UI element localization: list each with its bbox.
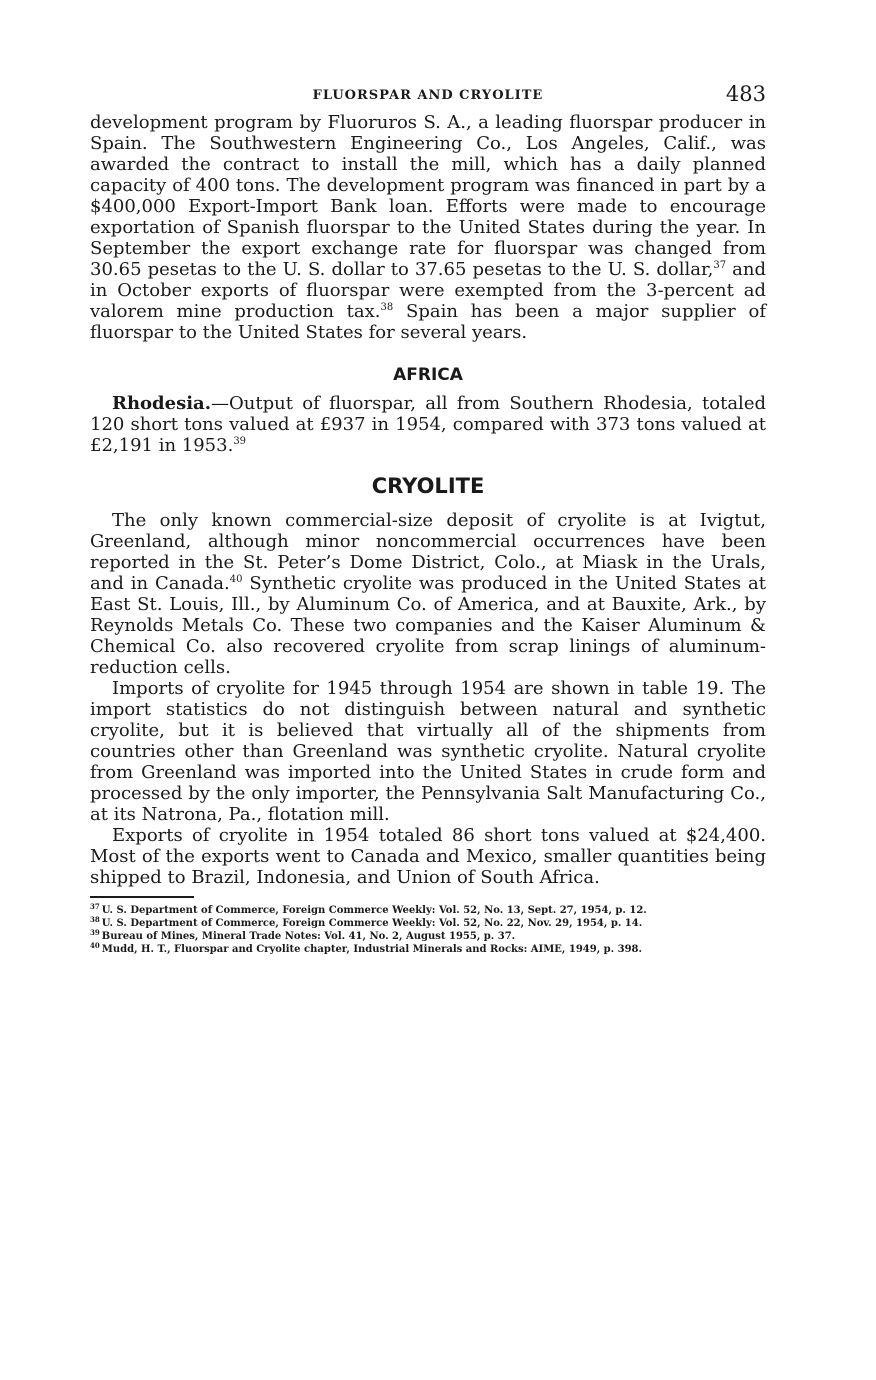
paragraph-rhodesia-text: —Output of fluorspar, all from Southern Rhodesia, totaled 120 short tons valued at £937 in 1954, compared with 373 tons valued at £2,191 in 1953. <box>90 393 766 456</box>
footnote-text: Mudd, H. T., Fluorspar and Cryolite chapter, Industrial Minerals and Rocks: AIME, 1949, p. 398. <box>101 944 642 955</box>
footnote-39 <box>90 927 766 943</box>
footnote-mark: 40 <box>90 940 100 950</box>
footnote-ref-39: 39 <box>233 436 247 447</box>
footnote-mark: 38 <box>90 914 100 924</box>
body-text <box>90 112 766 888</box>
paragraph-spain-text-2: and in October exports of fluorspar were exempted from the 3-percent ad valorem mine production tax. <box>90 259 767 322</box>
footnote-text: Bureau of Mines, Mineral Trade Notes: Vol. 41, No. 2, August 1955, p. 37. <box>101 931 516 942</box>
paragraph-spain-text: development program by Fluoruros S. A., a leading fluorspar producer in Spain. The Southwestern Engineering Co., Los Angeles, Calif., was awarded the contract to install the mill, which has a daily planned capacity of 400 tons. The development program was financed in part by a $400,000 Export-Import Bank loan. Efforts were made to encourage exportation of Spanish fluorspar to the United States during the year. In September the export exchange rate for fluorspar was changed from 30.65 pesetas to the U. S. dollar to 37.65 pesetas to the U. S. dollar, <box>90 112 766 280</box>
footnote-ref-38: 38 <box>380 302 394 313</box>
footnote-rule <box>90 896 194 898</box>
page-number: 483 <box>725 82 766 106</box>
footnote-mark: 37 <box>90 901 100 911</box>
footnotes <box>90 901 766 956</box>
run-in-heading-rhodesia: Rhodesia. <box>112 393 211 414</box>
page <box>90 82 766 956</box>
footnote-ref-40: 40 <box>229 574 243 585</box>
paragraph-spain-text-3: Spain has been a major supplier of fluorspar to the United States for several years. <box>90 301 766 343</box>
paragraph-cryolite-deposits-text: The only known commercial-size deposit of cryolite is at Ivigtut, Greenland, although minor noncommercial occurrences have been reported in the St. Peter’s Dome District, Colo., at Miask in the Urals, and in Canada. <box>90 510 766 594</box>
footnote-text: U. S. Department of Commerce, Foreign Commerce Weekly: Vol. 52, No. 22, Nov. 29, 1954, p. 14. <box>101 918 643 929</box>
section-heading-africa: AFRICA <box>393 365 463 385</box>
paragraph-rhodesia <box>90 393 766 456</box>
footnote-40 <box>90 940 766 956</box>
footnote-mark: 39 <box>90 927 100 937</box>
paragraph-cryolite-exports: Exports of cryolite in 1954 totaled 86 short tons valued at $24,400. Most of the exports went to Canada and Mexico, smaller quantities being shipped to Brazil, Indonesia, and Union of South Africa. <box>90 825 766 888</box>
paragraph-cryolite-imports: Imports of cryolite for 1945 through 1954 are shown in table 19. The import statistics do not distinguish between natural and synthetic cryolite, but it is believed that virtually all of the shipments from countries other than Greenland was synthetic cryolite. Natural cryolite from Greenland was imported into the United States in crude form and processed by the only importer, the Pennsylvania Salt Manufacturing Co., at its Natrona, Pa., flotation mill. <box>90 678 766 825</box>
paragraph-spain <box>90 112 766 343</box>
paragraph-cryolite-deposits-text-2: Synthetic cryolite was produced in the United States at East St. Louis, Ill., by Aluminum Co. of America, and at Bauxite, Ark., by Reynolds Metals Co. These two companies and the Kaiser Aluminum & Chemical Co. also recovered cryolite from scrap linings of aluminum-reduction cells. <box>90 573 766 678</box>
footnote-text: U. S. Department of Commerce, Foreign Commerce Weekly: Vol. 52, No. 13, Sept. 27, 1954, p. 12. <box>101 905 647 916</box>
chapter-heading-cryolite: CRYOLITE <box>371 474 485 498</box>
paragraph-cryolite-deposits <box>90 510 766 678</box>
footnote-37 <box>90 901 766 917</box>
footnote-38 <box>90 914 766 930</box>
running-head <box>90 82 766 112</box>
footnote-ref-37: 37 <box>713 260 727 271</box>
running-title: FLUORSPAR AND CRYOLITE <box>312 88 544 103</box>
